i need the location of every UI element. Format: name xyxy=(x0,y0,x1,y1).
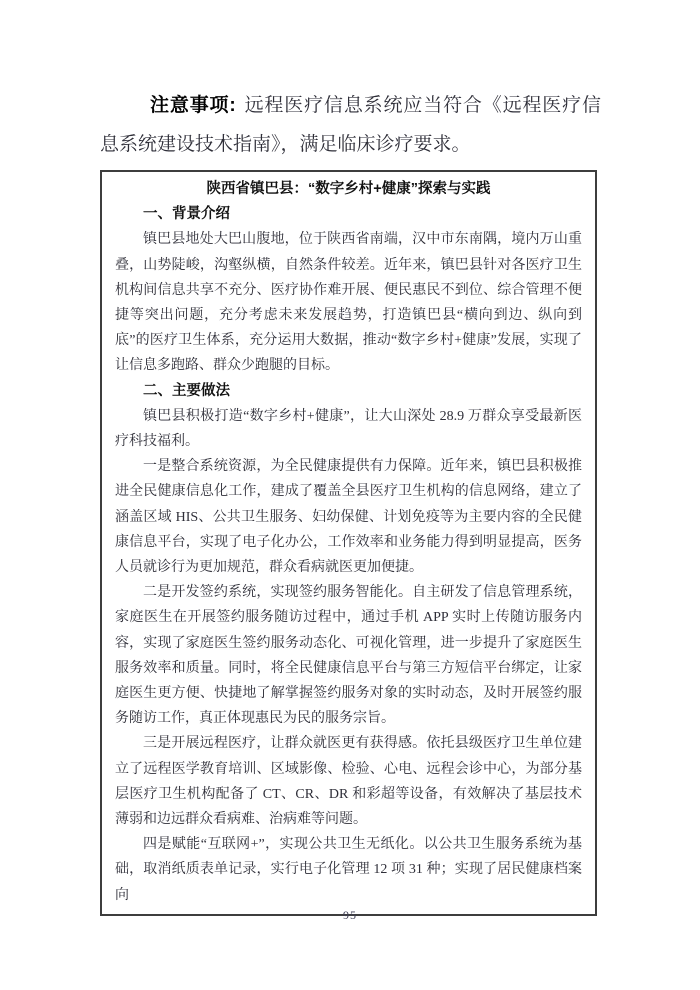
paragraph-background-1: 镇巴县地处大巴山腹地，位于陕西省南端，汉中市东南隅，境内万山重叠，山势陡峻，沟壑纵横，自然条件较差。近年来，镇巴县针对各医疗卫生机构间信息共享不充分、医疗协作难开展、便民惠民不到位、综合管理不便捷等突出问题，充分考虑未来发展趋势，打造镇巴县“横向到边、纵向到底”的医疗卫生体系，充分运用大数据，推动“数字乡村+健康”发展，实现了让信息多跑路、群众少跑腿的目标。 xyxy=(115,232,582,374)
page-number: 95 xyxy=(343,908,357,922)
paragraph-practices-1: 一是整合系统资源，为全民健康提供有力保障。近年来，镇巴县积极推进全民健康信息化工作，建成了覆盖全县医疗卫生机构的信息网络，建立了涵盖区域 HIS、公共卫生服务、妇幼保健、计划免疫等为主要内容的全民健康信息平台，实现了电子化办公，工作效率和业务能力得到明显提高，医务人员就诊行为更加规范，群众看病就医更加便捷。 xyxy=(115,459,582,576)
paragraph-practices-3: 三是开展远程医疗，让群众就医更有获得感。依托县级医疗卫生单位建立了远程医学教育培训、区域影像、检验、心电、远程会诊中心，为部分基层医疗卫生机构配备了 CT、CR、DR 和彩超等设备，有效解决了基层技术薄弱和边远群众看病难、治病难等问题。 xyxy=(115,736,582,828)
note-paragraph xyxy=(100,86,601,164)
case-study-title: 陕西省镇巴县：“数字乡村+健康”探索与实践 xyxy=(206,181,491,197)
note-label: 注意事项: xyxy=(150,95,236,116)
section-heading-background: 一、背景介绍 xyxy=(143,206,230,223)
paragraph-practices-4: 四是赋能“互联网+”，实现公共卫生无纸化。以公共卫生服务系统为基础，取消纸质表单记录，实行电子化管理 12 项 31 种；实现了居民健康档案向 xyxy=(115,837,582,903)
paragraph-practices-2: 二是开发签约系统，实现签约服务智能化。自主研发了信息管理系统，家庭医生在开展签约服务随访过程中，通过手机 APP 实时上传随访服务内容，实现了家庭医生签约服务动态化、可视化管理，进一步提升了家庭医生服务效率和质量。同时，将全民健康信息平台与第三方短信平台绑定，让家庭医生更方便、快捷地了解掌握签约服务对象的实时动态，及时开展签约服务随访工作，真正体现惠民为民的服务宗旨。 xyxy=(115,585,582,727)
case-study-box xyxy=(100,170,597,916)
paragraph-practices-intro: 镇巴县积极打造“数字乡村+健康”，让大山深处 28.9 万群众享受最新医疗科技福利。 xyxy=(115,408,582,450)
note-text: 远程医疗信息系统应当符合《远程医疗信息系统建设技术指南》，满足临床诊疗要求。 xyxy=(100,95,601,155)
section-heading-practices: 二、主要做法 xyxy=(143,382,230,399)
